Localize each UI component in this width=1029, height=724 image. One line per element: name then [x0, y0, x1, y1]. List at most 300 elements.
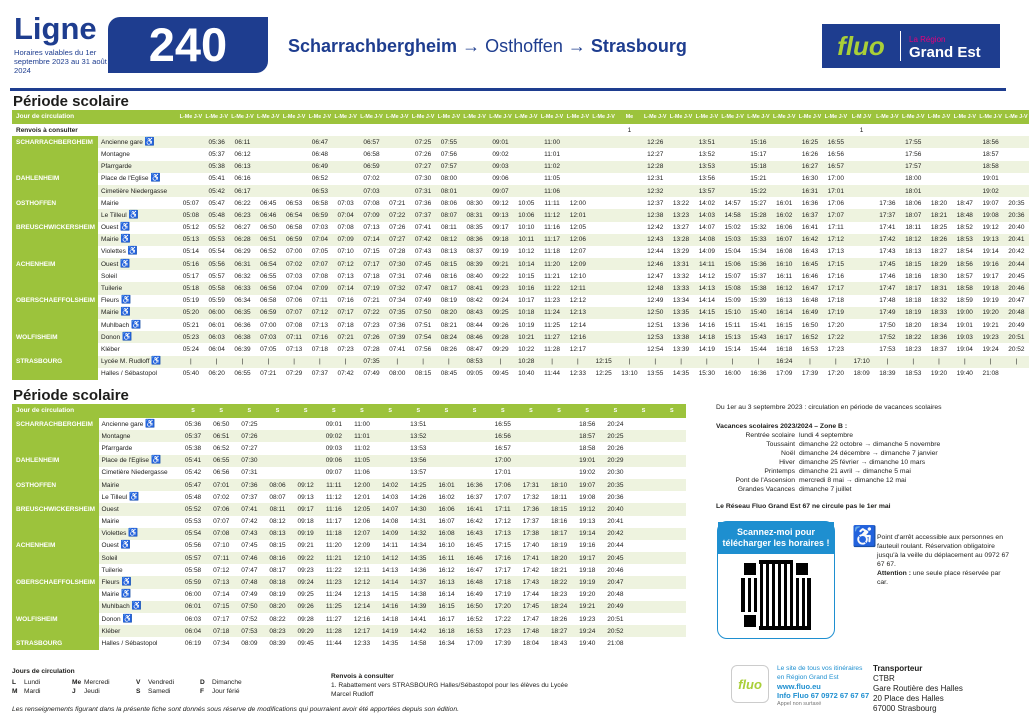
time-cell: 09:26 — [492, 321, 509, 329]
time-cell: 15:04 — [724, 248, 741, 256]
qr-title: Scannez-moi pour télécharger les horaires ! — [718, 522, 834, 554]
time-cell — [376, 455, 404, 467]
time-cell: 07:47 — [241, 566, 258, 574]
time-cell: 12:28 — [642, 161, 668, 173]
time-cell: 08:15 — [436, 258, 462, 270]
fluo-logo — [822, 24, 1000, 68]
route-via: Osthoffen — [485, 36, 563, 56]
table-row — [12, 442, 686, 454]
time-cell: 09:06 — [492, 175, 509, 183]
time-cell: 08:41 — [462, 282, 488, 294]
stop-name — [98, 343, 178, 355]
time-cell — [658, 503, 686, 515]
vacation-item — [716, 476, 1016, 485]
time-cell: 18:56 — [952, 258, 978, 270]
time-cell: 17:01 — [494, 469, 511, 477]
table-row — [12, 161, 1029, 173]
time-cell: 13:10 — [621, 370, 638, 378]
time-cell: 18:47 — [956, 199, 973, 207]
time-cell: 14:38 — [410, 591, 427, 599]
table-row — [12, 258, 1029, 270]
day-code: L-Me J-V — [255, 110, 281, 124]
time-cell: 14:58 — [720, 209, 746, 221]
time-cell — [513, 148, 539, 160]
time-cell: 16:07 — [438, 518, 455, 526]
time-cell: 12:10 — [569, 272, 586, 280]
time-cell: 11:16 — [544, 224, 560, 232]
day-code: L — [12, 679, 17, 686]
wheelchair-icon: ♿ — [120, 540, 131, 550]
time-cell — [461, 418, 489, 430]
time-cell — [545, 442, 573, 454]
time-cell: 10:21 — [513, 331, 539, 343]
time-cell: | — [178, 356, 204, 368]
time-cell: 19:23 — [579, 615, 596, 623]
time-cell: 12:00 — [348, 479, 376, 491]
wheelchair-icon: ♿ — [131, 601, 142, 611]
time-cell: 07:04 — [281, 282, 307, 294]
table-row — [12, 516, 686, 528]
time-cell: 06:54 — [255, 258, 281, 270]
commune-cell — [12, 430, 99, 442]
renvoi-code — [178, 124, 204, 136]
day-code: S — [348, 404, 376, 418]
time-cell: 17:22 — [494, 615, 511, 623]
commune-cell — [12, 528, 99, 540]
day-legend-item — [136, 678, 200, 687]
time-cell — [875, 185, 901, 197]
time-cell — [668, 161, 694, 173]
time-cell: 17:06 — [827, 199, 844, 207]
stop-label: Mairie — [101, 236, 119, 244]
day-code: L-Me J-V — [539, 110, 565, 124]
table-row — [12, 528, 686, 540]
time-cell: 20:47 — [1008, 297, 1025, 305]
time-cell: 18:15 — [545, 503, 573, 515]
vacation-key: Printemps — [764, 468, 795, 475]
footnote: Les renseignements figurant dans la présente fiche sont donnés sous réserve de modifications qui pourraient avoir été apportées depuis son édition. — [12, 706, 459, 713]
time-cell: 06:00 — [184, 591, 202, 599]
time-cell: 09:19 — [292, 528, 320, 540]
time-cell: 13:38 — [668, 331, 694, 343]
time-cell — [629, 528, 657, 540]
time-cell: 19:40 — [956, 370, 973, 378]
wheelchair-text: Point d'arrêt accessible aux personnes en fauteuil roulant. Réservation obligatoire jusqu'à la veille du déplacement au 0972 67 67 67. — [877, 534, 1010, 568]
time-cell: | — [436, 356, 462, 368]
commune-cell — [12, 161, 98, 173]
time-cell: 19:00 — [952, 307, 978, 319]
time-cell: 05:47 — [208, 199, 225, 207]
time-cell: 18:39 — [879, 370, 896, 378]
time-cell: 14:14 — [376, 576, 404, 588]
time-cell: 09:17 — [492, 224, 509, 232]
time-cell: 16:12 — [438, 566, 455, 574]
time-cell — [384, 173, 410, 185]
time-cell — [658, 637, 686, 649]
time-cell: 15:14 — [724, 345, 741, 353]
time-cell: 17:39 — [494, 639, 511, 647]
time-cell: 17:48 — [517, 625, 545, 637]
time-cell: 05:41 — [208, 175, 225, 183]
time-cell — [333, 136, 359, 148]
time-cell — [432, 418, 460, 430]
time-cell: 07:28 — [363, 345, 380, 353]
time-cell — [384, 136, 410, 148]
time-cell — [668, 148, 694, 160]
table-row — [12, 418, 686, 430]
time-cell — [513, 185, 539, 197]
time-cell: 16:37 — [797, 209, 823, 221]
time-cell: 14:03 — [382, 493, 399, 501]
time-cell: 07:10 — [213, 542, 230, 550]
time-cell: 12:06 — [565, 234, 591, 246]
commune-cell — [12, 589, 99, 601]
time-cell: 10:40 — [518, 370, 535, 378]
time-cell: 16:06 — [432, 503, 460, 515]
time-cell: 06:59 — [281, 234, 307, 246]
time-cell: 07:25 — [410, 136, 436, 148]
time-cell: 09:28 — [297, 615, 314, 623]
time-cell: 15:33 — [746, 234, 772, 246]
day-code: S — [136, 688, 141, 695]
time-cell: 11:12 — [325, 493, 342, 501]
time-cell: 17:47 — [522, 615, 540, 623]
day-code: S — [461, 404, 489, 418]
time-cell — [849, 319, 875, 331]
time-cell: 16:18 — [776, 345, 793, 353]
time-cell: 12:32 — [642, 185, 668, 197]
time-cell — [849, 173, 875, 185]
commune-cell — [12, 368, 98, 380]
time-cell: 06:57 — [359, 136, 385, 148]
time-cell: | — [823, 356, 849, 368]
time-cell: 14:16 — [698, 321, 715, 329]
day-code: L-Me J-V — [797, 110, 823, 124]
time-cell — [668, 136, 694, 148]
time-cell: 07:16 — [337, 297, 354, 305]
time-cell: | — [204, 356, 230, 368]
timetable-2 — [12, 404, 686, 650]
time-cell — [545, 430, 573, 442]
time-cell: 07:37 — [311, 370, 329, 378]
day-code: S — [601, 404, 629, 418]
time-cell: 07:30 — [235, 455, 263, 467]
time-cell: 07:05 — [311, 248, 329, 256]
time-cell: 08:46 — [462, 331, 488, 343]
time-cell — [255, 136, 281, 148]
day-name: Mardi — [24, 688, 41, 695]
time-cell — [658, 540, 686, 552]
transporteur-title: Transporteur — [873, 664, 923, 673]
time-cell: 05:59 — [179, 576, 207, 588]
fluo-website-link[interactable]: www.fluo.eu — [777, 682, 821, 691]
time-cell: 06:03 — [204, 331, 230, 343]
time-cell: 20:41 — [607, 518, 624, 526]
time-cell: 11:00 — [354, 420, 370, 428]
time-cell — [432, 430, 460, 442]
stop-label: Pfarrgarde — [101, 163, 132, 171]
time-cell: 08:24 — [436, 331, 462, 343]
commune-name: WOLFISHEIM — [12, 331, 98, 343]
commune-cell — [12, 343, 98, 355]
fluo-phone[interactable]: Info Fluo 67 0972 67 67 67 — [777, 691, 870, 700]
time-cell: 07:49 — [414, 297, 432, 305]
stop-name — [98, 295, 178, 307]
stop-label: Ancienne gare — [101, 138, 143, 146]
time-cell: 08:00 — [389, 370, 406, 378]
time-cell: 07:12 — [307, 307, 333, 319]
time-cell: 15:17 — [750, 150, 767, 158]
time-cell: 09:23 — [488, 282, 514, 294]
time-cell: 15:28 — [746, 209, 772, 221]
time-cell — [617, 136, 643, 148]
time-cell: 12:49 — [647, 297, 664, 305]
time-cell — [629, 564, 657, 576]
time-cell: 19:40 — [579, 639, 596, 647]
commune-name: ACHENHEIM — [12, 540, 99, 552]
time-cell: 11:28 — [320, 625, 348, 637]
time-cell: 06:04 — [208, 345, 225, 353]
time-cell — [617, 197, 643, 209]
time-cell: 17:22 — [823, 331, 849, 343]
time-cell: 07:31 — [410, 185, 436, 197]
vacation-item — [716, 440, 1016, 449]
commune-name: WOLFISHEIM — [12, 613, 99, 625]
time-cell — [292, 467, 320, 479]
time-cell — [591, 295, 617, 307]
time-cell: 15:10 — [720, 307, 746, 319]
stop-label: Halles / Sébastopol — [101, 370, 158, 378]
time-cell: 14:16 — [376, 601, 404, 613]
time-cell: 12:07 — [348, 528, 376, 540]
time-cell: 12:47 — [647, 272, 664, 280]
fluo-line2: en Région Grand Est — [777, 674, 839, 681]
time-cell: 11:23 — [320, 576, 348, 588]
time-cell: 05:08 — [178, 209, 204, 221]
time-cell: 20:46 — [607, 566, 624, 574]
stop-name — [99, 576, 179, 588]
time-cell: 18:27 — [930, 248, 948, 256]
time-cell: 08:37 — [466, 248, 483, 256]
time-cell: 13:57 — [410, 469, 427, 477]
stop-name — [98, 270, 178, 282]
commune-name: OBERSCHAEFFOLSHEIM — [12, 576, 99, 588]
time-cell: | — [875, 356, 901, 368]
time-cell: 07:13 — [363, 224, 380, 232]
stop-label: Muhlbach — [101, 603, 130, 611]
time-cell: 18:27 — [545, 625, 573, 637]
time-cell: | — [926, 356, 952, 368]
vacation-item — [716, 467, 1016, 476]
time-cell: 05:19 — [182, 297, 200, 305]
time-cell: 07:31 — [389, 272, 406, 280]
time-cell: 16:48 — [461, 576, 489, 588]
time-cell: 07:21 — [363, 297, 380, 305]
time-cell — [591, 258, 617, 270]
time-cell: 11:05 — [544, 175, 560, 183]
time-cell — [384, 148, 410, 160]
time-cell: 07:08 — [285, 321, 303, 329]
time-cell — [849, 331, 875, 343]
day-code: M — [12, 688, 18, 695]
time-cell: 16:10 — [771, 258, 797, 270]
time-cell — [591, 209, 617, 221]
time-cell: 07:34 — [213, 639, 230, 647]
time-cell: 16:15 — [776, 321, 793, 329]
vacation-key: Pont de l'Ascension — [735, 477, 795, 484]
time-cell: 07:18 — [363, 272, 380, 280]
stop-label: Donon — [101, 615, 121, 623]
time-cell: 07:41 — [389, 345, 406, 353]
qr-panel — [717, 521, 835, 639]
vacation-title: Vacances scolaires 2023/2024 – Zone B : — [716, 423, 848, 430]
time-cell — [849, 209, 875, 221]
time-cell: 07:49 — [363, 370, 380, 378]
time-cell: 16:37 — [466, 493, 483, 501]
qr-code-icon[interactable] — [741, 560, 811, 630]
time-cell: 11:20 — [325, 542, 342, 550]
time-cell: 12:01 — [565, 209, 591, 221]
stop-label: Le Tilleul — [101, 211, 127, 219]
time-cell: 16:30 — [801, 175, 819, 183]
time-cell: 09:06 — [320, 455, 348, 467]
time-cell — [178, 173, 204, 185]
time-cell: 11:25 — [544, 321, 560, 329]
time-cell: 17:07 — [823, 209, 849, 221]
time-cell — [591, 197, 617, 209]
time-cell: 17:01 — [823, 185, 849, 197]
day-code: L-Me J-V — [565, 110, 591, 124]
time-cell: 11:22 — [325, 566, 342, 574]
time-cell: 19:24 — [982, 345, 999, 353]
time-cell: 15:18 — [746, 161, 772, 173]
time-cell: 17:11 — [827, 224, 844, 232]
time-cell: 06:01 — [179, 601, 207, 613]
stop-label: Cimetière Niedergasse — [101, 469, 168, 477]
table-row — [12, 307, 1029, 319]
time-cell — [617, 185, 643, 197]
stop-name — [98, 331, 178, 343]
time-cell: 07:18 — [311, 345, 329, 353]
renvoi-code — [926, 124, 952, 136]
vacation-key: Hiver — [779, 459, 795, 466]
time-cell: 07:50 — [410, 307, 436, 319]
time-cell: 12:11 — [565, 282, 591, 294]
time-cell: 14:35 — [382, 639, 399, 647]
time-cell: 06:51 — [207, 430, 235, 442]
time-cell: 07:18 — [337, 321, 354, 329]
time-cell: 16:14 — [438, 591, 455, 599]
time-cell: 09:22 — [492, 272, 509, 280]
time-cell — [333, 148, 359, 160]
time-cell — [771, 185, 797, 197]
time-cell: 11:16 — [320, 503, 348, 515]
time-cell — [875, 136, 901, 148]
time-cell: | — [230, 356, 256, 368]
time-cell: 18:20 — [930, 199, 948, 207]
vacation-value: lundi 4 septembre — [799, 432, 854, 439]
time-cell — [771, 148, 797, 160]
time-cell: 11:25 — [320, 601, 348, 613]
time-cell — [263, 467, 291, 479]
time-cell: 17:16 — [489, 552, 517, 564]
time-cell: 07:45 — [241, 542, 258, 550]
time-cell: 07:23 — [363, 321, 380, 329]
commune-cell — [12, 491, 99, 503]
time-cell: 15:27 — [750, 199, 767, 207]
day-code: L-Me J-V — [746, 110, 772, 124]
time-cell: 06:55 — [207, 455, 235, 467]
time-cell — [658, 528, 686, 540]
time-cell: 12:13 — [565, 307, 591, 319]
time-cell: 13:55 — [647, 370, 664, 378]
time-cell — [658, 576, 686, 588]
table-row — [12, 185, 1029, 197]
time-cell: 13:32 — [672, 272, 690, 280]
time-cell: 12:26 — [642, 136, 668, 148]
time-cell: 11:18 — [544, 248, 560, 256]
time-cell: | — [720, 356, 746, 368]
commune-cell — [12, 625, 99, 637]
time-cell: 16:42 — [797, 234, 823, 246]
time-cell: | — [333, 356, 359, 368]
time-cell: 16:55 — [494, 420, 511, 428]
time-cell — [591, 148, 617, 160]
time-cell: 16:01 — [776, 199, 793, 207]
time-cell: 17:45 — [517, 601, 545, 613]
time-cell: 08:45 — [440, 370, 457, 378]
time-cell: 06:59 — [307, 209, 333, 221]
vacation-key: Grandes Vacances — [737, 486, 795, 493]
day-name: Vendredi — [148, 679, 175, 686]
time-cell: 12:43 — [642, 234, 668, 246]
time-cell: 20:47 — [601, 576, 629, 588]
day-name: Dimanche — [212, 679, 242, 686]
time-cell: 11:24 — [539, 307, 565, 319]
time-cell: 05:12 — [182, 224, 200, 232]
time-cell — [668, 185, 694, 197]
time-cell — [617, 307, 643, 319]
time-cell: 09:07 — [488, 185, 514, 197]
day-code: S — [489, 404, 517, 418]
time-cell: 06:45 — [260, 199, 277, 207]
time-cell: 20:45 — [601, 552, 629, 564]
time-cell: 14:19 — [698, 345, 715, 353]
fluo-logo-text: fluo — [837, 30, 885, 61]
time-cell — [849, 222, 875, 234]
wheelchair-icon: ♿ — [145, 418, 156, 428]
time-cell — [513, 173, 539, 185]
time-cell: 17:18 — [827, 297, 844, 305]
day-name: Mercredi — [84, 679, 110, 686]
time-cell: 06:04 — [179, 625, 207, 637]
commune-name: OSTHOFFEN — [12, 479, 99, 491]
validity-text: Horaires valables du 1er septembre 2023 au 31 août 2024 — [14, 48, 107, 75]
day-legend-item — [136, 687, 200, 696]
time-cell: 17:57 — [900, 161, 926, 173]
route-title — [288, 36, 687, 57]
time-cell — [658, 552, 686, 564]
time-cell: 15:36 — [746, 258, 772, 270]
time-cell — [617, 148, 643, 160]
time-cell — [668, 173, 694, 185]
time-cell: 18:19 — [550, 542, 568, 550]
commune-cell — [12, 234, 98, 246]
time-cell: 07:17 — [213, 615, 230, 623]
time-cell: 08:07 — [269, 493, 286, 501]
time-cell: 20:49 — [1008, 321, 1025, 329]
stop-name — [99, 479, 179, 491]
